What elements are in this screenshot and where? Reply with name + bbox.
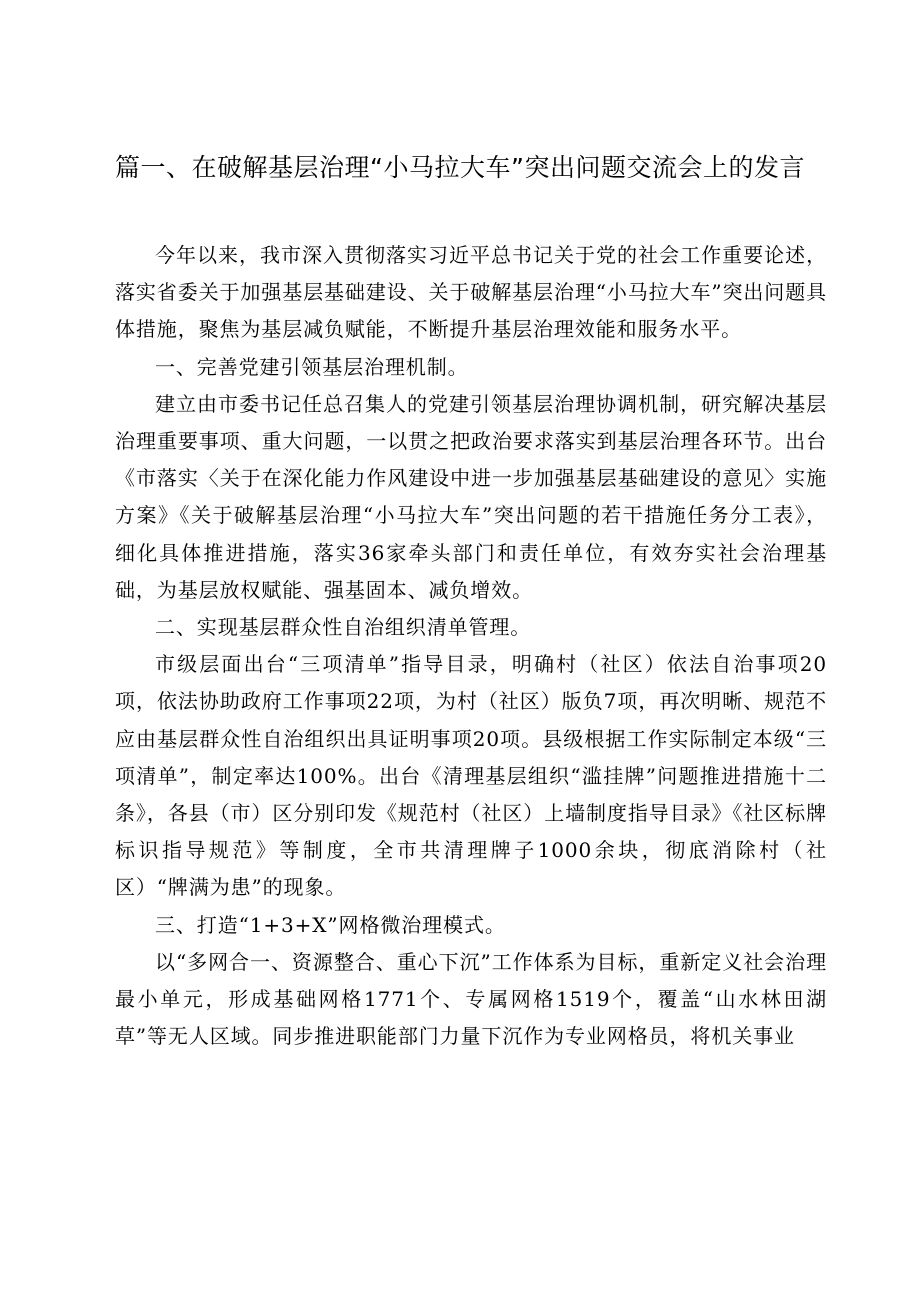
paragraph-intro: 今年以来，我市深入贯彻落实习近平总书记关于党的社会工作重要论述，落实省委关于加强基层基础建设、关于破解基层治理“小马拉大车”突出问题具体措施，聚焦为基层减负赋能，不断提升基层治理效能和服务水平。	[115, 243, 827, 342]
section-heading-1: 一、完善党建引领基层治理机制。	[155, 354, 469, 379]
section-heading-3: 三、打造“1+3+X”网格微治理模式。	[155, 912, 506, 937]
document-title: 篇一、在破解基层治理“小马拉大车”突出问题交流会上的发言	[115, 153, 805, 182]
document-body	[115, 237, 827, 1055]
paragraph-section-2: 市级层面出台“三项清单”指导目录，明确村（社区）依法自治事项20项，依法协助政府工作事项22项，为村（社区）版负7项，再次明晰、规范不应由基层群众性自治组织出具证明事项20项。县级根据工作实际制定本级“三项清单”，制定率达100%。出台《清理基层组织“滥挂牌”问题推进措施十二条》，各县（市）区分别印发《规范村（社区）上墙制度指导目录》《社区标牌标识指导规范》等制度，全市共清理牌子1000余块，彻底消除村（社区）“牌满为患”的现象。	[115, 652, 827, 900]
paragraph-section-1: 建立由市委书记任总召集人的党建引领基层治理协调机制，研究解决基层治理重要事项、重大问题，一以贯之把政治要求落实到基层治理各环节。出台《市落实〈关于在深化能力作风建设中进一步加强基层基础建设的意见〉实施方案》《关于破解基层治理“小马拉大车”突出问题的若干措施任务分工表》，细化具体推进措施，落实36家牵头部门和责任单位，有效夯实社会治理基础，为基层放权赋能、强基固本、减负增效。	[115, 391, 827, 602]
section-heading-2: 二、实现基层群众性自治组织清单管理。	[155, 615, 532, 640]
paragraph-section-3: 以“多网合一、资源整合、重心下沉”工作体系为目标，重新定义社会治理最小单元，形成基础网格1771个、专属网格1519个，覆盖“山水林田湖草”等无人区域。同步推进职能部门力量下沉作为专业网格员，将机关事业	[115, 949, 827, 1049]
